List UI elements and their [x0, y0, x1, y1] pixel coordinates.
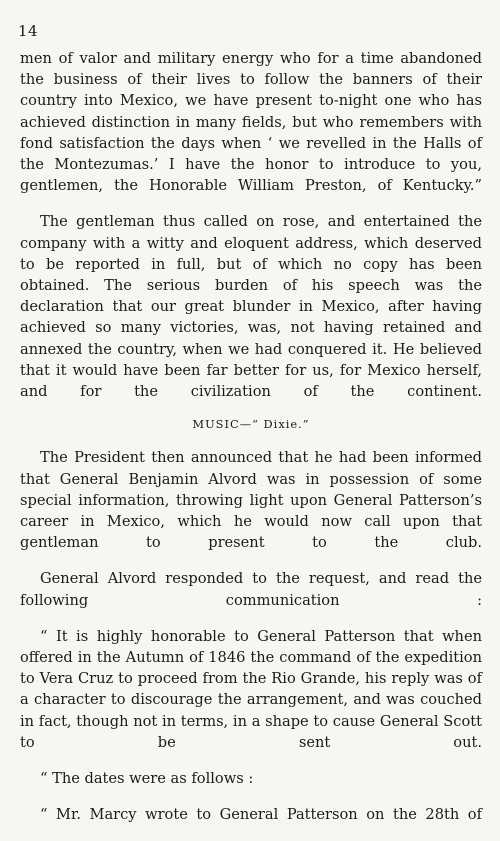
paragraph-3: The President then announced that he had been informed that General Benjamin Alvord was in possession of some special information, throwing light upon General Patterson’s career in Mexico, which he would now call upon that gentleman to present to the club. — [20, 449, 482, 552]
paragraph-1: men of valor and military energy who for a time abandoned the business of their lives to follow the banners of their country into Mexico, we have present to-night one who has achieved distinction in many fields, but who remembers with fond satisfaction the days when ‘ we revelled in the Halls of the Montezumas.’ I have the honor to introduce to you, gentlemen, the Honorable William Preston, of Kentucky.” — [20, 50, 482, 195]
paragraph-7: “ Mr. Marcy wrote to General Patterson on the 28th of — [40, 806, 482, 824]
music-heading: MUSIC—“ Dixie.” — [192, 417, 310, 432]
paragraph-6: “ The dates were as follows : — [40, 770, 254, 788]
page-text — [20, 48, 482, 841]
paragraph-4: General Alvord responded to the request, and read the following communication : — [20, 570, 482, 609]
page-number: 14 — [18, 22, 39, 40]
paragraph-2: The gentleman thus called on rose, and entertained the company with a witty and eloquent address, which deserved to be reported in full, but of which no copy has been obtained. The serious burden of his speech was the declaration that our great blunder in Mexico, after having achieved so many victories, was, not having retained and annexed the country, when we had conquered it. He believed that it would have been far better for us, for Mexico herself, and for the civilization of the continent. — [20, 213, 482, 401]
paragraph-5: “ It is highly honorable to General Patterson that when offered in the Autumn of 1846 the command of the expedition to Vera Cruz to proceed from the Rio Grande, his reply was of a character to discourage the arrangement, and was couched in fact, though not in terms, in a shape to cause General Scott to be sent out. — [20, 627, 482, 751]
